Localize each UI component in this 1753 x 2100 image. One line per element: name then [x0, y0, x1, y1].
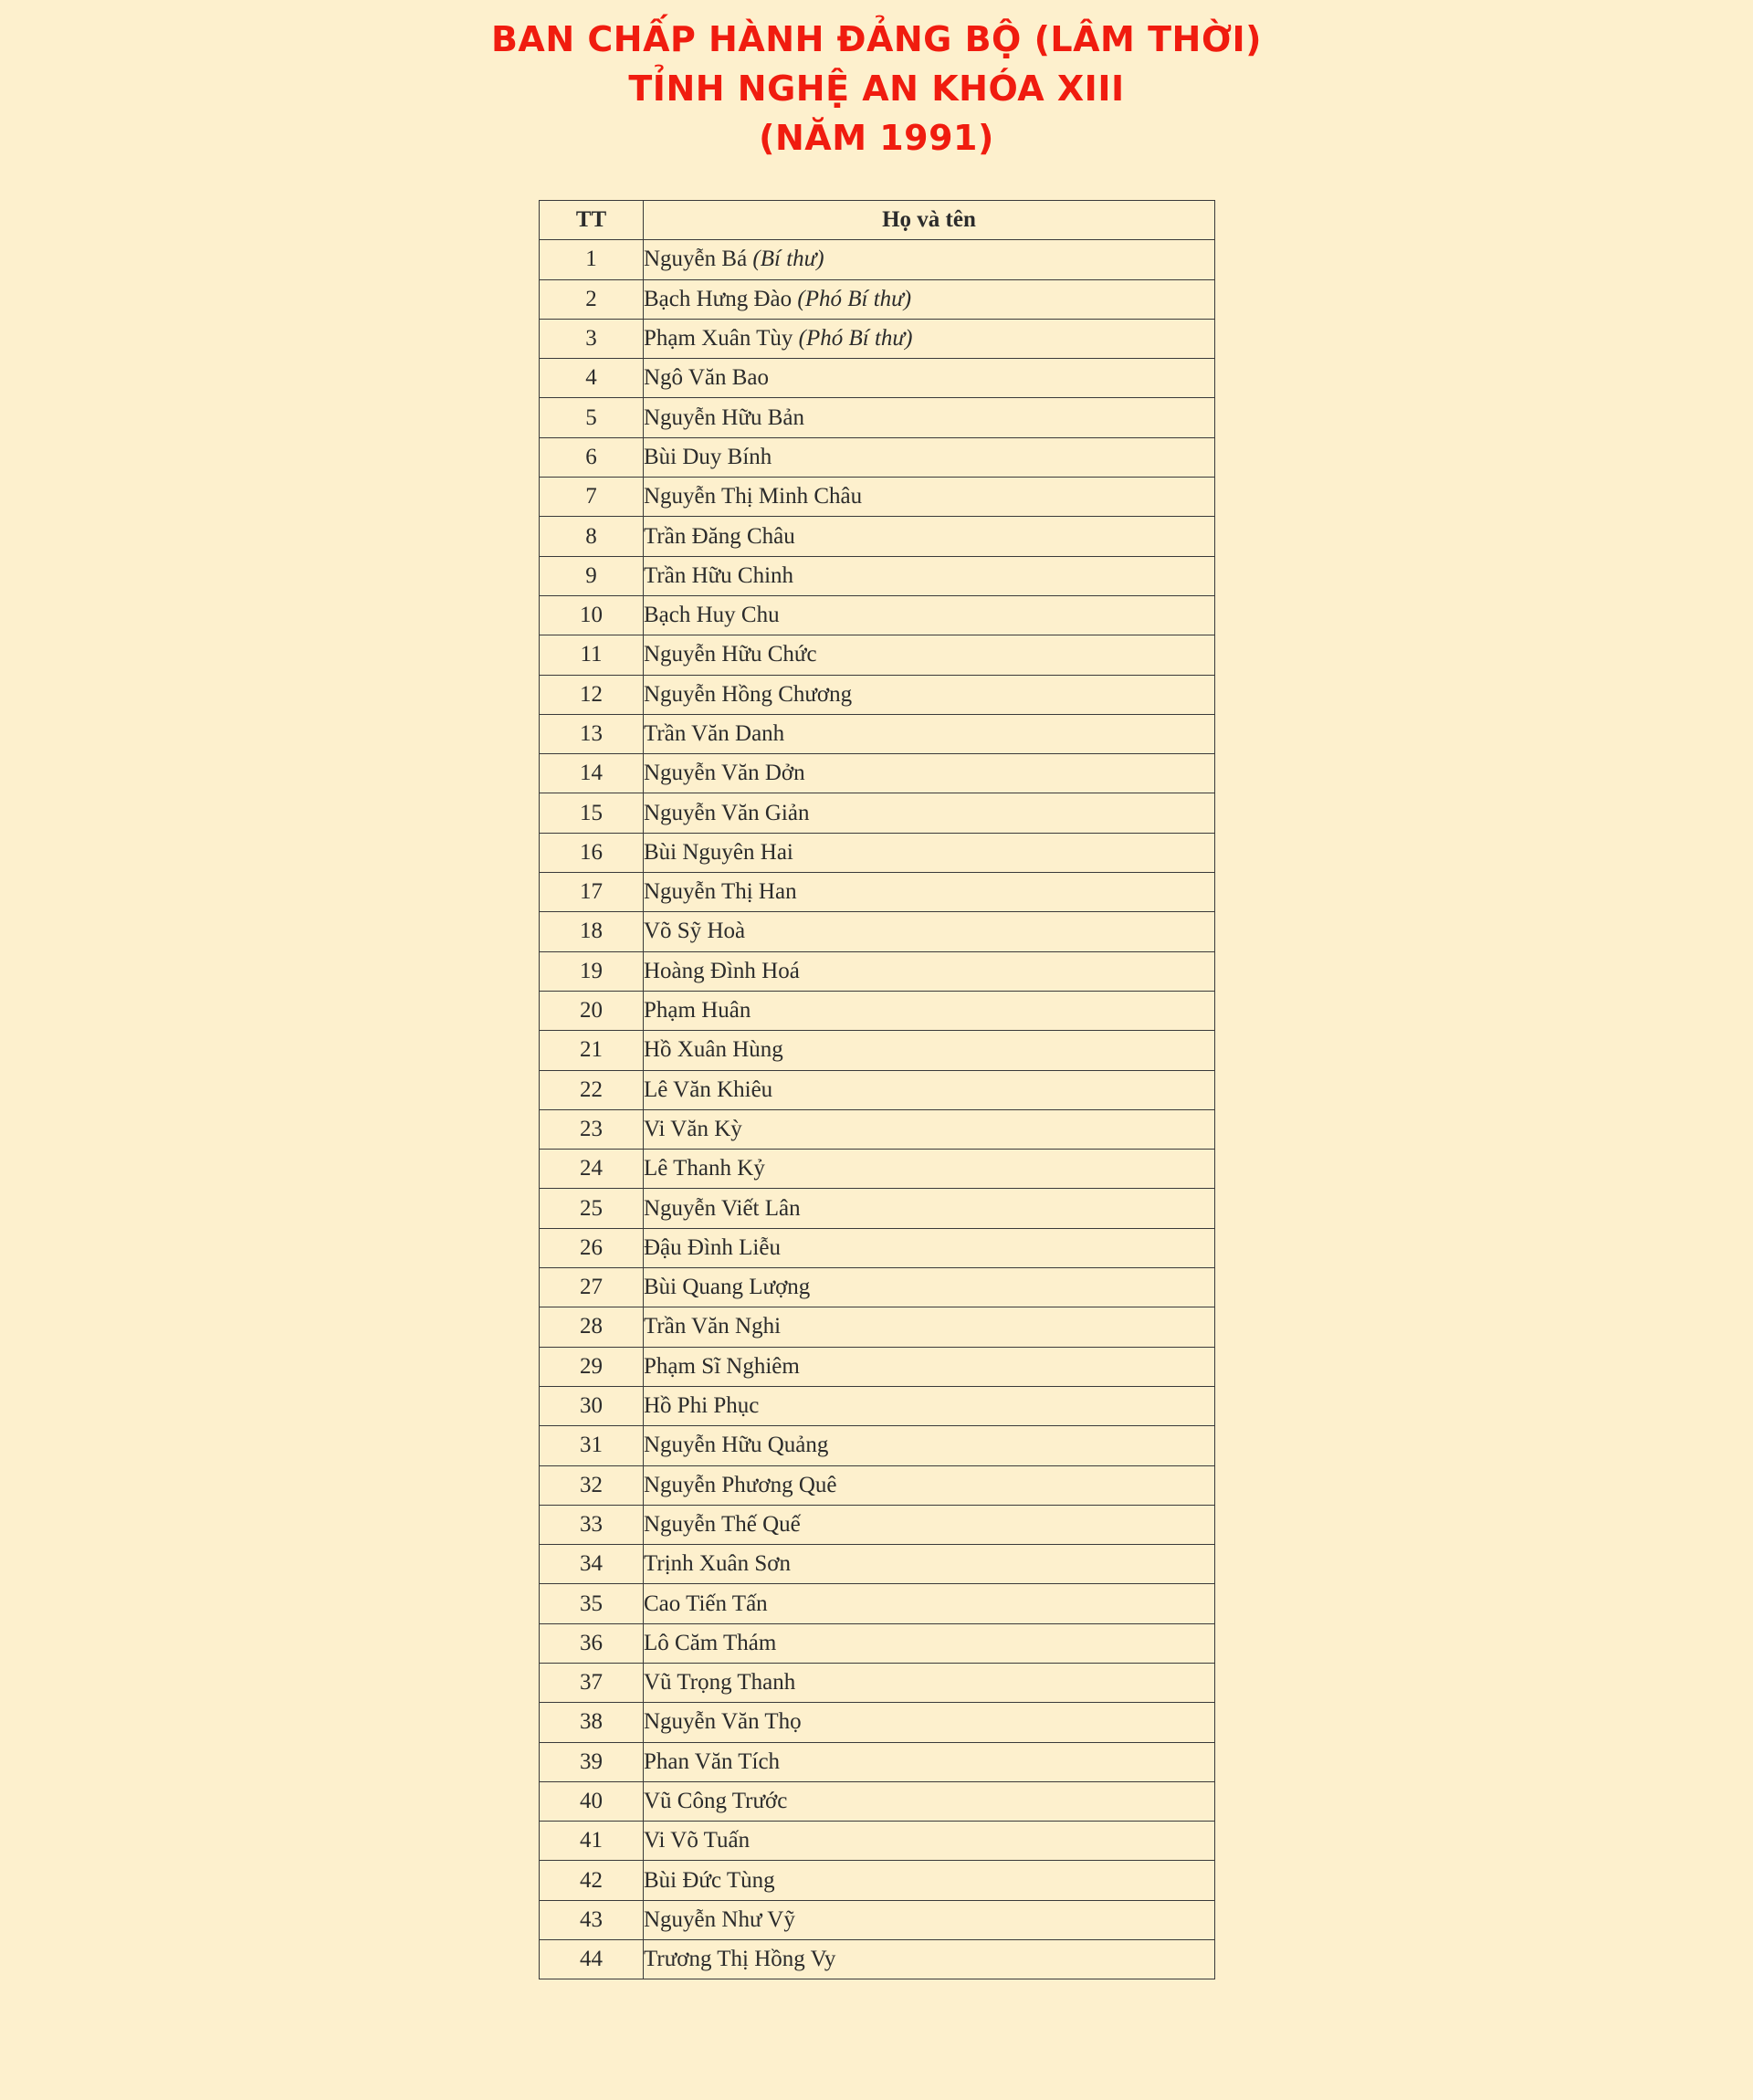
- member-name: Phạm Xuân Tùy: [644, 326, 793, 352]
- member-name: Hồ Xuân Hùng: [644, 1037, 783, 1063]
- row-number: 11: [540, 635, 644, 675]
- table-row: [540, 279, 1215, 319]
- member-name-cell: [644, 951, 1215, 991]
- row-number: 33: [540, 1505, 644, 1544]
- member-name: Phan Văn Tích: [644, 1748, 781, 1774]
- table-row: [540, 1703, 1215, 1742]
- member-name-cell: [644, 1031, 1215, 1070]
- row-number: 3: [540, 319, 644, 358]
- member-name-cell: [644, 517, 1215, 556]
- table-row: [540, 1189, 1215, 1228]
- member-name: Trần Đăng Châu: [644, 523, 795, 549]
- row-number: 44: [540, 1940, 644, 1979]
- member-name: Cao Tiến Tấn: [644, 1591, 768, 1616]
- row-number: 42: [540, 1861, 644, 1900]
- table-row: [540, 635, 1215, 675]
- table-row: [540, 793, 1215, 833]
- table-row: [540, 1584, 1215, 1623]
- table-row: [540, 1465, 1215, 1505]
- member-name-cell: [644, 595, 1215, 635]
- member-name-cell: [644, 1307, 1215, 1347]
- member-name: Nguyễn Hữu Bản: [644, 404, 805, 430]
- table-row: [540, 1031, 1215, 1070]
- member-name-cell: [644, 556, 1215, 595]
- table-row: [540, 754, 1215, 793]
- member-name-cell: [644, 1861, 1215, 1900]
- member-name: Vũ Công Trước: [644, 1789, 788, 1814]
- member-name: Nguyễn Thế Quế: [644, 1511, 801, 1537]
- members-table: [539, 200, 1215, 1979]
- member-name-cell: [644, 1940, 1215, 1979]
- member-name-cell: [644, 635, 1215, 675]
- row-number: 17: [540, 873, 644, 912]
- member-name: Lê Văn Khiêu: [644, 1076, 773, 1102]
- member-name: Vi Võ Tuấn: [644, 1828, 751, 1853]
- row-number: 5: [540, 398, 644, 437]
- row-number: 36: [540, 1623, 644, 1663]
- member-name: Đậu Đình Liễu: [644, 1234, 781, 1260]
- header-name: Họ và tên: [644, 201, 1215, 240]
- member-name: Phạm Huân: [644, 998, 751, 1024]
- member-name: Nguyễn Như Vỹ: [644, 1906, 795, 1932]
- table-row: [540, 1109, 1215, 1149]
- table-row: [540, 1386, 1215, 1425]
- table-row: [540, 833, 1215, 872]
- member-name-cell: [644, 1189, 1215, 1228]
- table-row: [540, 1347, 1215, 1386]
- member-name: Trịnh Xuân Sơn: [644, 1551, 791, 1577]
- row-number: 20: [540, 991, 644, 1030]
- table-row: [540, 714, 1215, 753]
- row-number: 27: [540, 1268, 644, 1307]
- row-number: 4: [540, 359, 644, 398]
- table-row: [540, 359, 1215, 398]
- row-number: 18: [540, 912, 644, 951]
- member-name: Bạch Hưng Đào: [644, 286, 793, 311]
- member-name-cell: [644, 1900, 1215, 1939]
- member-name-cell: [644, 1545, 1215, 1584]
- row-number: 31: [540, 1426, 644, 1465]
- table-body: [540, 240, 1215, 1979]
- member-name-cell: [644, 1742, 1215, 1781]
- member-name-cell: [644, 1347, 1215, 1386]
- row-number: 1: [540, 240, 644, 279]
- row-number: 14: [540, 754, 644, 793]
- table-row: [540, 1781, 1215, 1821]
- member-name-cell: [644, 1505, 1215, 1544]
- member-name-cell: [644, 1426, 1215, 1465]
- member-name: Vũ Trọng Thanh: [644, 1670, 796, 1696]
- row-number: 21: [540, 1031, 644, 1070]
- table-row: [540, 1900, 1215, 1939]
- member-name-cell: [644, 1781, 1215, 1821]
- member-name: Nguyễn Văn Dởn: [644, 761, 805, 786]
- table-row: [540, 873, 1215, 912]
- row-number: 24: [540, 1150, 644, 1189]
- row-number: 38: [540, 1703, 644, 1742]
- table-row: [540, 1228, 1215, 1267]
- page-title: [0, 15, 1753, 163]
- member-name-cell: [644, 793, 1215, 833]
- row-number: 13: [540, 714, 644, 753]
- table-row: [540, 1940, 1215, 1979]
- row-number: 25: [540, 1189, 644, 1228]
- member-name-cell: [644, 319, 1215, 358]
- member-name-cell: [644, 1465, 1215, 1505]
- row-number: 12: [540, 675, 644, 714]
- member-name: Nguyễn Thị Minh Châu: [644, 484, 863, 509]
- table-row: [540, 398, 1215, 437]
- member-name-cell: [644, 873, 1215, 912]
- member-name-cell: [644, 240, 1215, 279]
- header-tt: TT: [540, 201, 644, 240]
- table-row: [540, 1070, 1215, 1109]
- member-name-cell: [644, 478, 1215, 517]
- table-row: [540, 1307, 1215, 1347]
- member-name-cell: [644, 833, 1215, 872]
- row-number: 40: [540, 1781, 644, 1821]
- member-name: Bạch Huy Chu: [644, 603, 780, 628]
- member-name: Nguyễn Phương Quê: [644, 1472, 837, 1497]
- row-number: 16: [540, 833, 644, 872]
- member-name-cell: [644, 359, 1215, 398]
- member-name: Bùi Quang Lượng: [644, 1275, 811, 1300]
- table-row: [540, 437, 1215, 477]
- table-row: [540, 240, 1215, 279]
- table-row: [540, 1623, 1215, 1663]
- row-number: 32: [540, 1465, 644, 1505]
- row-number: 29: [540, 1347, 644, 1386]
- table-row: [540, 912, 1215, 951]
- table-row: [540, 1268, 1215, 1307]
- table-row: [540, 1822, 1215, 1861]
- table-row: [540, 991, 1215, 1030]
- member-name-cell: [644, 1386, 1215, 1425]
- table-row: [540, 1861, 1215, 1900]
- table-row: [540, 595, 1215, 635]
- member-name: Nguyễn Hữu Chức: [644, 642, 817, 667]
- member-name: Nguyễn Văn Giản: [644, 800, 810, 825]
- member-name-cell: [644, 279, 1215, 319]
- member-name: Trần Văn Danh: [644, 721, 785, 746]
- member-name-cell: [644, 398, 1215, 437]
- row-number: 35: [540, 1584, 644, 1623]
- member-name: Bùi Nguyên Hai: [644, 839, 793, 865]
- title-line-1: BAN CHẤP HÀNH ĐẢNG BỘ (LÂM THỜI): [490, 19, 1263, 59]
- row-number: 37: [540, 1663, 644, 1702]
- row-number: 6: [540, 437, 644, 477]
- member-name: Hồ Phi Phục: [644, 1393, 760, 1419]
- table-row: [540, 517, 1215, 556]
- row-number: 9: [540, 556, 644, 595]
- member-name: Nguyễn Hồng Chương: [644, 681, 853, 707]
- title-line-2: TỈNH NGHỆ AN KHÓA XIII: [628, 68, 1125, 109]
- member-name-cell: [644, 991, 1215, 1030]
- member-name-cell: [644, 1228, 1215, 1267]
- member-name-cell: [644, 1584, 1215, 1623]
- row-number: 2: [540, 279, 644, 319]
- member-name-cell: [644, 1663, 1215, 1702]
- row-number: 8: [540, 517, 644, 556]
- member-name-cell: [644, 1070, 1215, 1109]
- member-name: Ngô Văn Bao: [644, 365, 770, 391]
- member-name: Nguyễn Bá: [644, 247, 748, 272]
- table-row: [540, 556, 1215, 595]
- member-name: Vi Văn Kỳ: [644, 1116, 742, 1141]
- row-number: 23: [540, 1109, 644, 1149]
- member-name-cell: [644, 1623, 1215, 1663]
- member-role: (Phó Bí thư): [798, 326, 913, 352]
- member-name: Nguyễn Viết Lân: [644, 1195, 801, 1221]
- table-header-row: [540, 201, 1215, 240]
- member-name: Nguyễn Thị Han: [644, 879, 797, 905]
- table-row: [540, 1742, 1215, 1781]
- member-name-cell: [644, 437, 1215, 477]
- row-number: 15: [540, 793, 644, 833]
- member-name: Lô Căm Thám: [644, 1630, 777, 1655]
- member-name: Trần Văn Nghi: [644, 1314, 782, 1339]
- table-row: [540, 951, 1215, 991]
- member-name-cell: [644, 1150, 1215, 1189]
- row-number: 19: [540, 951, 644, 991]
- member-name-cell: [644, 714, 1215, 753]
- member-name-cell: [644, 1109, 1215, 1149]
- row-number: 22: [540, 1070, 644, 1109]
- row-number: 39: [540, 1742, 644, 1781]
- member-name-cell: [644, 675, 1215, 714]
- row-number: 30: [540, 1386, 644, 1425]
- row-number: 7: [540, 478, 644, 517]
- row-number: 43: [540, 1900, 644, 1939]
- member-name-cell: [644, 1822, 1215, 1861]
- table-row: [540, 319, 1215, 358]
- member-name: Bùi Duy Bính: [644, 444, 772, 469]
- member-name: Trương Thị Hồng Vy: [644, 1947, 836, 1972]
- member-name-cell: [644, 912, 1215, 951]
- member-role: (Bí thư): [752, 247, 824, 272]
- member-name: Lê Thanh Kỷ: [644, 1156, 765, 1181]
- row-number: 26: [540, 1228, 644, 1267]
- table-row: [540, 1663, 1215, 1702]
- member-name-cell: [644, 1268, 1215, 1307]
- table-row: [540, 1426, 1215, 1465]
- member-name: Trần Hữu Chinh: [644, 562, 794, 588]
- member-name: Hoàng Đình Hoá: [644, 958, 800, 983]
- member-name: Bùi Đức Tùng: [644, 1867, 775, 1893]
- table-row: [540, 1545, 1215, 1584]
- table-row: [540, 1505, 1215, 1544]
- row-number: 10: [540, 595, 644, 635]
- row-number: 34: [540, 1545, 644, 1584]
- title-line-3: (NĂM 1991): [759, 118, 994, 158]
- table-row: [540, 675, 1215, 714]
- table-row: [540, 478, 1215, 517]
- member-name: Võ Sỹ Hoà: [644, 919, 746, 944]
- member-name: Nguyễn Văn Thọ: [644, 1709, 802, 1735]
- row-number: 41: [540, 1822, 644, 1861]
- row-number: 28: [540, 1307, 644, 1347]
- member-role: (Phó Bí thư): [797, 286, 912, 311]
- member-name-cell: [644, 1703, 1215, 1742]
- table-row: [540, 1150, 1215, 1189]
- member-name: Nguyễn Hữu Quảng: [644, 1433, 829, 1458]
- member-name-cell: [644, 754, 1215, 793]
- member-name: Phạm Sĩ Nghiêm: [644, 1353, 800, 1379]
